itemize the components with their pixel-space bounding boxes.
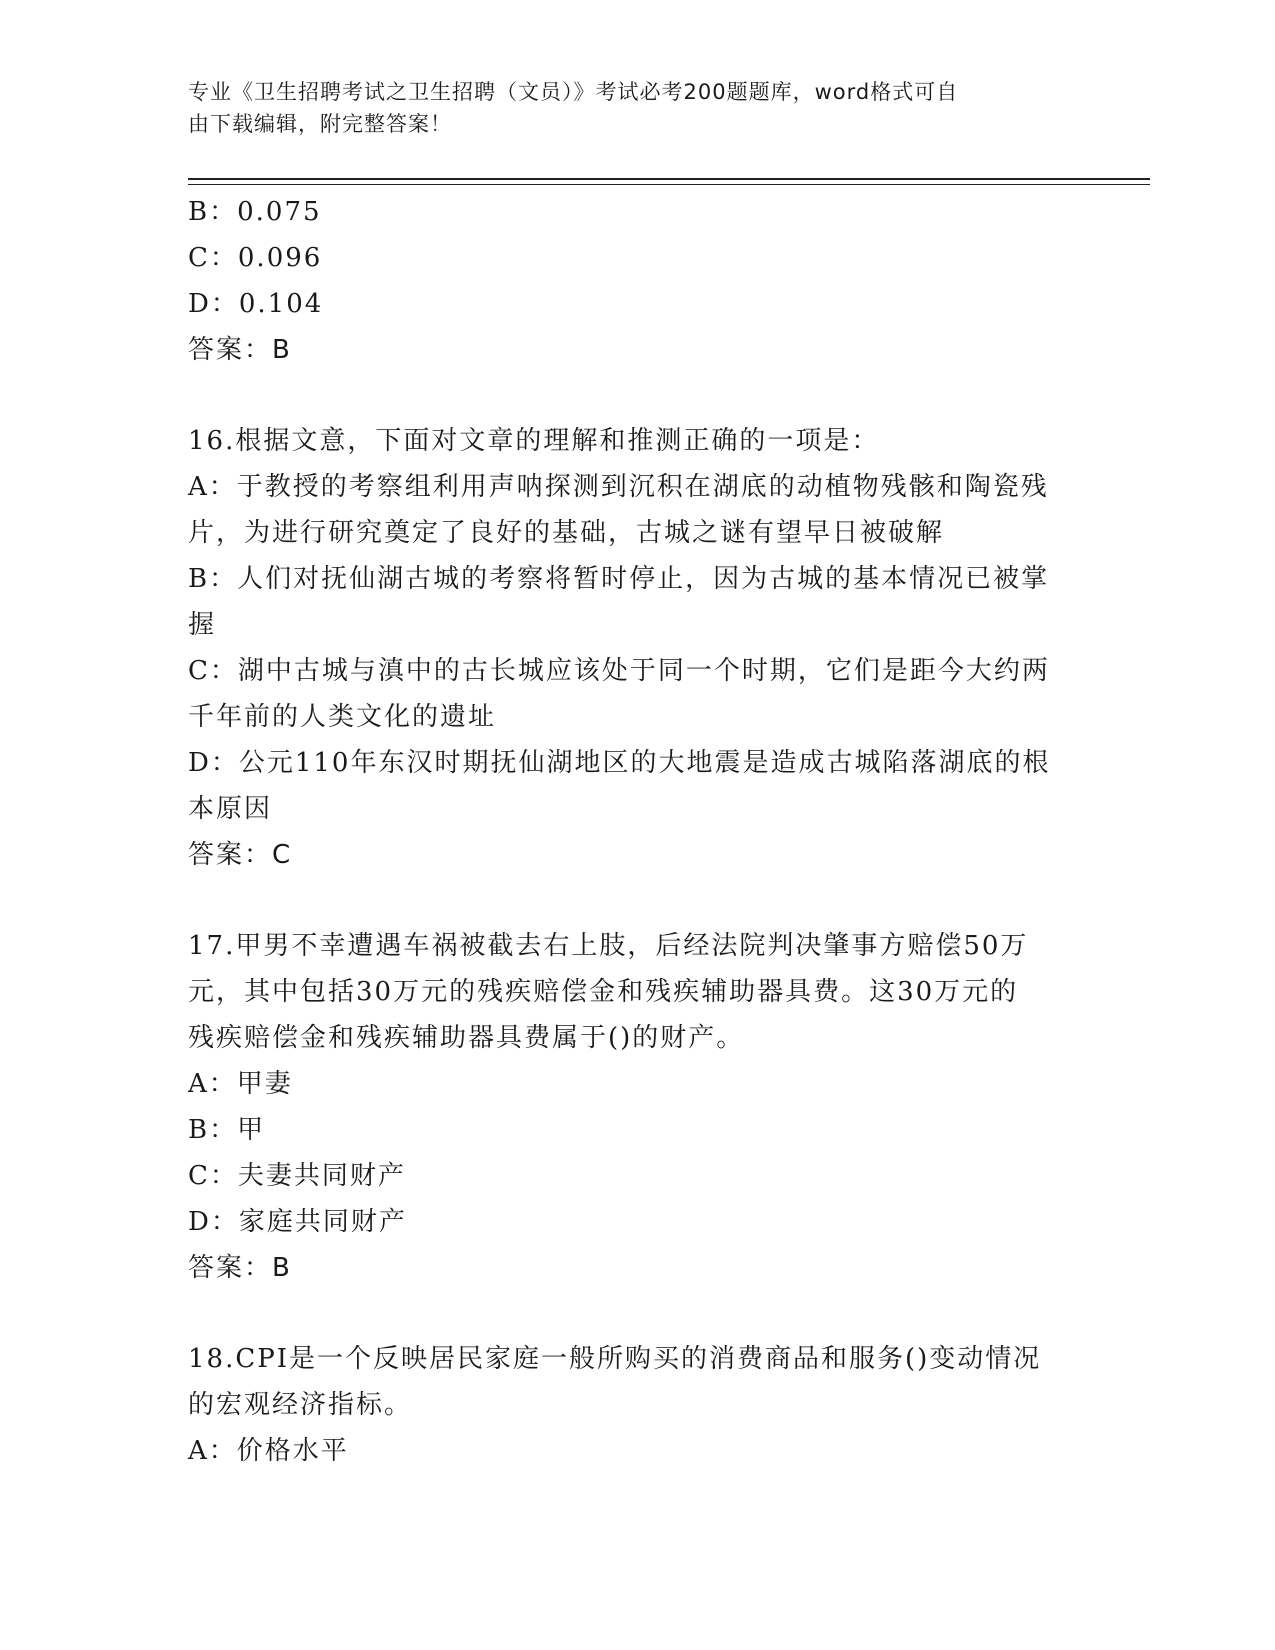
option-a: A：价格水平 [188,1436,349,1466]
question-stem-line-2: 的宏观经济指标。 [188,1390,413,1420]
question-stem-line-1: 18.CPI是一个反映居民家庭一般所购买的消费商品和服务()变动情况 [188,1344,1042,1374]
option-c: C：夫妻共同财产 [188,1161,406,1191]
header-line-1: 专业《卫生招聘考试之卫生招聘（文员）》考试必考200题题库，word格式可自 [188,80,959,104]
answer-line: 答案：B [188,1253,292,1283]
question-stem-line-2: 元，其中包括30万元的残疾赔偿金和残疾辅助器具费。这30万元的 [188,977,1019,1007]
answer-line: 答案：C [188,840,293,870]
prev-question [188,189,1078,373]
question-18 [188,1336,1078,1474]
option-d: D：公元110年东汉时期抚仙湖地区的大地震是造成古城陷落湖底的根 [188,748,1051,778]
option-d: D：0.104 [188,289,324,319]
question-stem-line-3: 残疾赔偿金和残疾辅助器具费属于()的财产。 [188,1023,745,1053]
option-d-cont: 本原因 [188,794,273,824]
spacer [188,878,1078,923]
option-c: C：湖中古城与滇中的古长城应该处于同一个时期，它们是距今大约两 [188,656,1050,686]
question-stem: 16.根据文意，下面对文章的理解和推测正确的一项是： [188,426,880,456]
option-c-cont: 千年前的人类文化的遗址 [188,702,497,732]
option-d: D：家庭共同财产 [188,1207,407,1237]
document-header [188,76,1078,140]
option-b: B：甲 [188,1115,266,1145]
option-b: B：0.075 [188,197,322,227]
header-divider-thin [188,184,1150,185]
spacer [188,373,1078,418]
option-a: A：于教授的考察组利用声呐探测到沉积在湖底的动植物残骸和陶瓷残 [188,472,1049,502]
question-17 [188,923,1078,1291]
answer-line: 答案：B [188,335,292,365]
option-b-cont: 握 [188,610,217,640]
question-16 [188,418,1078,878]
spacer [188,1291,1078,1336]
question-content [188,189,1078,1474]
option-c: C：0.096 [188,243,323,273]
option-b: B：人们对抚仙湖古城的考察将暂时停止，因为古城的基本情况已被掌 [188,564,1050,594]
option-a: A：甲妻 [188,1069,293,1099]
option-a-cont: 片，为进行研究奠定了良好的基础，古城之谜有望早日被破解 [188,518,945,548]
header-line-2: 由下载编辑，附完整答案！ [188,112,452,136]
header-divider [188,178,1150,180]
question-stem-line-1: 17.甲男不幸遭遇车祸被截去右上肢，后经法院判决肇事方赔偿50万 [188,931,1029,961]
